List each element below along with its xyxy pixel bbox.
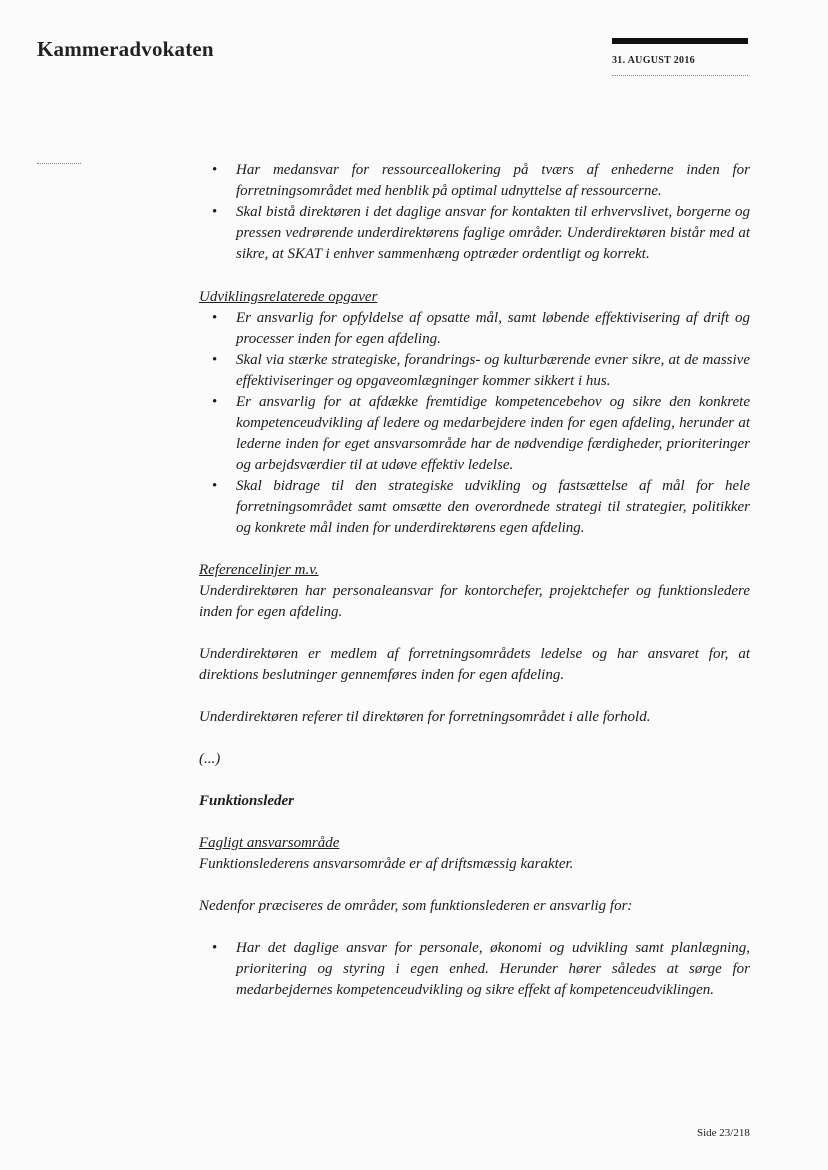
section-heading-fagligt: Fagligt ansvarsområde bbox=[199, 835, 340, 851]
date-divider bbox=[612, 75, 748, 76]
section-heading-udvikling: Udviklingsrelaterede opgaver bbox=[199, 289, 378, 305]
brand-logo: Kammeradvokaten bbox=[37, 37, 214, 61]
list-item: • Har medansvar for ressourceallokering på tværs af enhederne inden for forretningsområdet med henblik på optimal udnyttelse af ressourcerne. bbox=[236, 160, 750, 202]
list-item: • Skal bistå direktøren i det daglige ansvar for kontakten til erhvervslivet, borgerne og pressen vedrørende underdirektørens faglige områder. Underdirektøren bistår med at sikre, at SKAT i enhver sammenhæng optræder ordentligt og korrekt. bbox=[236, 202, 750, 265]
paragraph: Underdirektøren er medlem af forretningsområdets ledelse og har ansvaret for, at direktions beslutninger gennemføres inden for egen afdeling. bbox=[199, 646, 750, 683]
bullet-list-udvikling bbox=[199, 308, 750, 539]
list-item: • Er ansvarlig for at afdække fremtidige kompetencebehov og sikre den konkrete kompetenceudvikling af ledere og medarbejdere inden for egen afdeling, herunder at lederne inden for eget ansvarsområde har de nødvendige færdigheder, prioriteringer og arbejdsværdier til at udøve effektiv ledelse. bbox=[236, 392, 750, 476]
paragraph: Funktionslederens ansvarsområde er af driftsmæssig karakter. bbox=[199, 856, 574, 872]
bullet-list-top bbox=[199, 160, 750, 265]
paragraph: Underdirektøren referer til direktøren for forretningsområdet i alle forhold. bbox=[199, 709, 651, 725]
list-item: • Har det daglige ansvar for personale, økonomi og udvikling samt planlægning, prioritering og styring i egen enhed. Herunder hører således at sørge for medarbejdernes kompetenceudvikling og sikre effekt af kompetenceudviklingen. bbox=[236, 938, 750, 1001]
paragraph: Underdirektøren har personaleansvar for kontorchefer, projektchefer og funktionsledere inden for egen afdeling. bbox=[199, 583, 750, 620]
margin-divider bbox=[37, 163, 81, 164]
paragraph: Nedenfor præciseres de områder, som funktionslederen er ansvarlig for: bbox=[199, 898, 633, 914]
section-heading-referencelinjer: Referencelinjer m.v. bbox=[199, 562, 319, 578]
section-title-funktionsleder: Funktionsleder bbox=[199, 793, 295, 809]
list-item: • Skal bidrage til den strategiske udvikling og fastsættelse af mål for hele forretningsområdet samt omsætte den overordnede strategi til strategier, politikker og konkrete mål inden for underdirektørens egen afdeling. bbox=[236, 476, 750, 539]
page-number: Side 23/218 bbox=[697, 1127, 750, 1139]
header-bar bbox=[612, 38, 748, 44]
document-date: 31. AUGUST 2016 bbox=[612, 55, 695, 66]
bullet-list-funktionsleder bbox=[199, 938, 750, 1001]
ellipsis: (...) bbox=[199, 751, 221, 767]
document-body bbox=[199, 160, 750, 1001]
list-item: • Skal via stærke strategiske, forandrings- og kulturbærende evner sikre, at de massive effektiviseringer og opgaveomlægninger kommer sikkert i hus. bbox=[236, 350, 750, 392]
list-item: • Er ansvarlig for opfyldelse af opsatte mål, samt løbende effektivisering af drift og processer inden for egen afdeling. bbox=[236, 308, 750, 350]
